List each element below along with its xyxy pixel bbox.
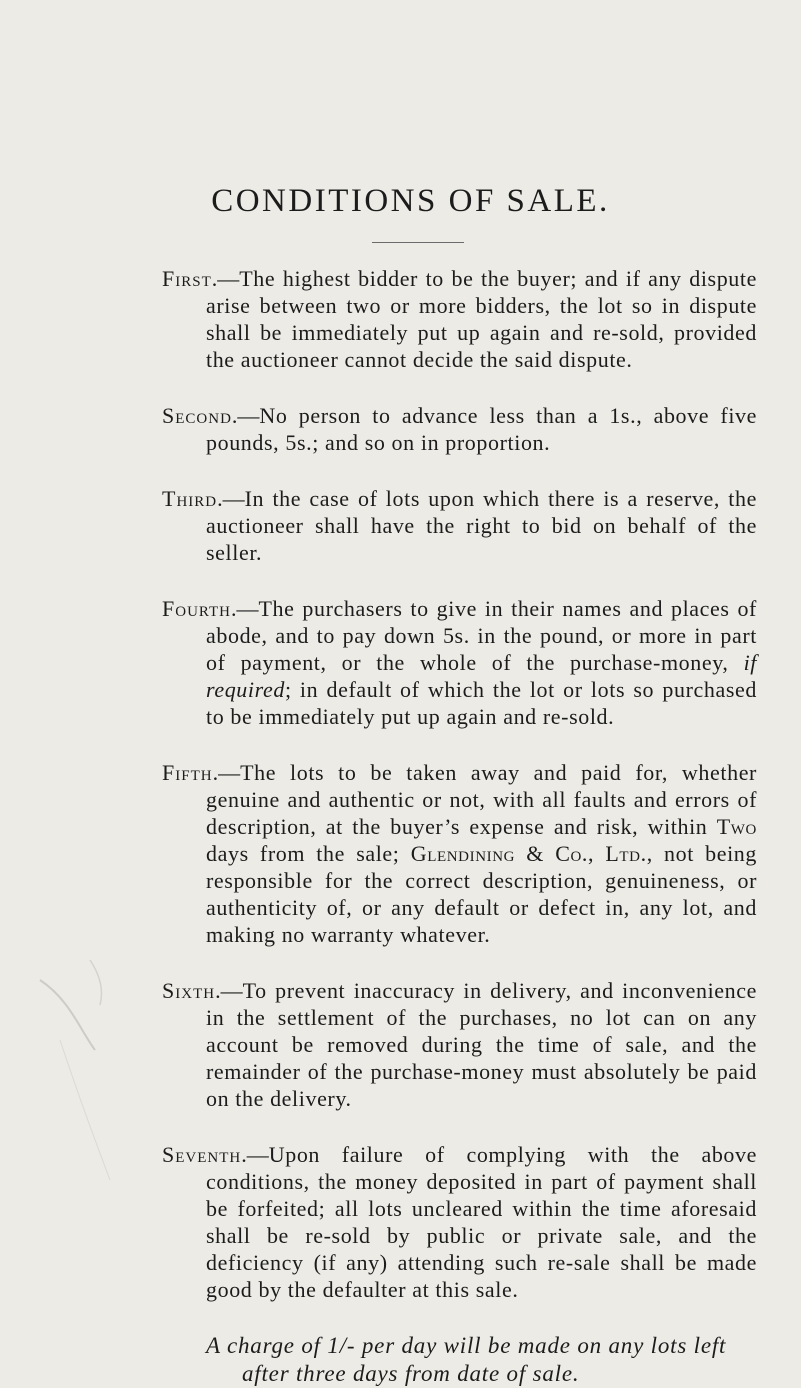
condition-dash: .— xyxy=(231,403,260,428)
condition-text-middle: days from the sale; xyxy=(206,841,411,866)
conditions-list xyxy=(162,265,757,1388)
condition-ordinal: Fifth xyxy=(162,760,213,785)
condition-sixth xyxy=(162,977,757,1112)
condition-text: Upon failure of complying with the above conditions, the money deposited in part of payment shall be forfeited; all lots uncleared within the time aforesaid shall be re-sold by public or private sale, and the deficiency (if any) attending such re-sale shall be made good by the defaulter at this sale. xyxy=(206,1142,757,1302)
condition-text: In the case of lots upon which there is a reserve, the auctioneer shall have the right to bid on behalf of the seller. xyxy=(206,486,757,565)
condition-smallcaps-firm: Glendining & Co., Ltd. xyxy=(410,841,647,866)
margin-marks xyxy=(0,580,120,1100)
condition-ordinal: First xyxy=(162,266,212,291)
condition-ordinal: Fourth xyxy=(162,596,231,621)
condition-dash: .— xyxy=(211,266,240,291)
condition-dash: .— xyxy=(215,978,243,1003)
condition-ordinal: Sixth xyxy=(162,978,216,1003)
condition-fifth xyxy=(162,759,757,948)
condition-third xyxy=(162,485,757,566)
condition-ordinal: Third xyxy=(162,486,218,511)
condition-dash: .— xyxy=(217,486,245,511)
condition-text-before: The lots to be taken away and paid for, whether genuine and authentic or not, with all faults and errors of description, at the buyer’s expense and risk, within xyxy=(206,760,757,839)
condition-dash: .— xyxy=(212,760,241,785)
condition-smallcaps-days: Two xyxy=(716,814,757,839)
page-title: CONDITIONS OF SALE. xyxy=(211,183,610,219)
condition-fourth xyxy=(162,595,757,730)
condition-text: No person to advance less than a 1s., above five pounds, 5s.; and so on in proportion. xyxy=(206,403,757,455)
condition-second xyxy=(162,402,757,456)
condition-text-italic: if required xyxy=(206,650,757,702)
condition-text: The highest bidder to be the buyer; and if any dispute arise between two or more bidders, the lot so in dispute shall be immediately put up again and re-sold, provided the auctioneer cannot decide the said dispute. xyxy=(206,266,757,372)
condition-text-after: ; in default of which the lot or lots so purchased to be immediately put up again and re-sold. xyxy=(206,677,757,729)
condition-ordinal: Seventh xyxy=(162,1142,242,1167)
condition-seventh xyxy=(162,1141,757,1303)
condition-ordinal: Second xyxy=(162,403,232,428)
condition-dash: .— xyxy=(231,596,259,621)
condition-text-before: The purchasers to give in their names and places of abode, and to pay down 5s. in the pound, or more in part of payment, or the whole of the purchase-money, xyxy=(206,596,757,675)
condition-text: To prevent inaccuracy in delivery, and inconvenience in the settlement of the purchases, no lot can on any account be removed during the time of sale, and the remainder of the purchase-money must absolutely be paid on the delivery. xyxy=(206,978,757,1111)
title-rule xyxy=(372,242,464,243)
condition-first xyxy=(162,265,757,373)
storage-charge-note: A charge of 1/- per day will be made on any lots left after three days from date of sale. xyxy=(206,1333,727,1386)
condition-dash: .— xyxy=(241,1142,269,1167)
condition-text-after: , not being responsible for the correct description, genuineness, or authenticity of, or any default or defect in, any lot, and making no warranty whatever. xyxy=(206,841,757,947)
